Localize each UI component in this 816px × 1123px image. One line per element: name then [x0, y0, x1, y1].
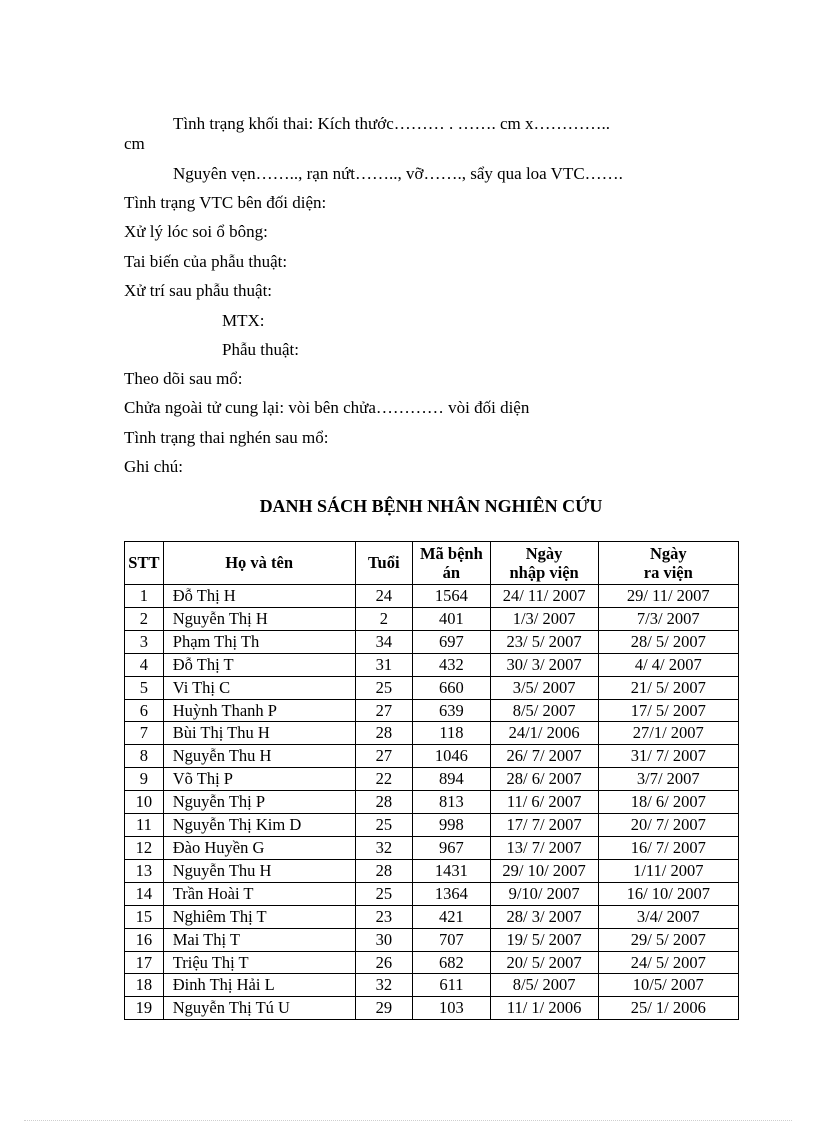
cell-name: Nguyễn Thu H — [163, 859, 355, 882]
form-line-mtx: MTX: — [222, 311, 265, 330]
cell-discharge-date: 4/ 4/ 2007 — [598, 653, 738, 676]
cell-stt: 8 — [125, 745, 164, 768]
cell-record-code: 1564 — [413, 585, 491, 608]
cell-admission-date: 19/ 5/ 2007 — [490, 928, 598, 951]
cell-name: Nguyễn Thị Tú U — [163, 997, 355, 1020]
cell-record-code: 894 — [413, 768, 491, 791]
cell-age: 25 — [355, 676, 413, 699]
form-line-follow-up: Theo dõi sau mổ: — [124, 369, 243, 388]
cell-stt: 12 — [125, 836, 164, 859]
cell-name: Nguyễn Thị P — [163, 791, 355, 814]
cell-discharge-date: 21/ 5/ 2007 — [598, 676, 738, 699]
cell-discharge-date: 16/ 10/ 2007 — [598, 882, 738, 905]
cell-stt: 10 — [125, 791, 164, 814]
cell-admission-date: 11/ 6/ 2007 — [490, 791, 598, 814]
cell-discharge-date: 18/ 6/ 2007 — [598, 791, 738, 814]
table-row — [125, 905, 739, 928]
table-row — [125, 836, 739, 859]
cell-admission-date: 8/5/ 2007 — [490, 974, 598, 997]
form-line-intact-status: Nguyên vẹn…….., rạn nứt…….., vỡ……., sẩy qua loa VTC……. — [173, 164, 623, 183]
header-admission-line1: Ngày — [525, 543, 563, 563]
cell-age: 24 — [355, 585, 413, 608]
cell-admission-date: 28/ 6/ 2007 — [490, 768, 598, 791]
cell-stt: 9 — [125, 768, 164, 791]
cell-record-code: 421 — [413, 905, 491, 928]
header-admission-date — [490, 542, 598, 585]
cell-discharge-date: 1/11/ 2007 — [598, 859, 738, 882]
cell-name: Mai Thị T — [163, 928, 355, 951]
table-row — [125, 859, 739, 882]
header-record-code — [413, 542, 491, 585]
form-line-peritoneal-lavage: Xử lý lóc soi ổ bông: — [124, 222, 268, 241]
cell-name: Bùi Thị Thu H — [163, 722, 355, 745]
cell-age: 22 — [355, 768, 413, 791]
table-header-row — [125, 542, 739, 585]
cell-discharge-date: 16/ 7/ 2007 — [598, 836, 738, 859]
cell-record-code: 432 — [413, 653, 491, 676]
cell-stt: 5 — [125, 676, 164, 699]
table-row — [125, 699, 739, 722]
cell-discharge-date: 17/ 5/ 2007 — [598, 699, 738, 722]
header-stt: STT — [125, 542, 164, 585]
cell-stt: 1 — [125, 585, 164, 608]
cell-name: Đỗ Thị T — [163, 653, 355, 676]
cell-stt: 13 — [125, 859, 164, 882]
header-record-code-line2: án — [442, 563, 461, 582]
cell-discharge-date: 7/3/ 2007 — [598, 607, 738, 630]
table-row — [125, 951, 739, 974]
cell-stt: 19 — [125, 997, 164, 1020]
cell-age: 28 — [355, 722, 413, 745]
cell-record-code: 1364 — [413, 882, 491, 905]
cell-stt: 17 — [125, 951, 164, 974]
cell-record-code: 813 — [413, 791, 491, 814]
cell-record-code: 682 — [413, 951, 491, 974]
cell-age: 32 — [355, 974, 413, 997]
cell-age: 27 — [355, 699, 413, 722]
cell-age: 28 — [355, 859, 413, 882]
cell-admission-date: 26/ 7/ 2007 — [490, 745, 598, 768]
table-row — [125, 814, 739, 837]
form-line-notes: Ghi chú: — [124, 457, 184, 476]
cell-age: 23 — [355, 905, 413, 928]
cell-age: 29 — [355, 997, 413, 1020]
cell-stt: 15 — [125, 905, 164, 928]
table-row — [125, 882, 739, 905]
cell-name: Trần Hoài T — [163, 882, 355, 905]
cell-age: 25 — [355, 882, 413, 905]
cell-admission-date: 13/ 7/ 2007 — [490, 836, 598, 859]
cell-name: Nghiêm Thị T — [163, 905, 355, 928]
cell-admission-date: 17/ 7/ 2007 — [490, 814, 598, 837]
cell-record-code: 611 — [413, 974, 491, 997]
patient-list-title: DANH SÁCH BỆNH NHÂN NGHIÊN CỨU — [259, 496, 603, 516]
form-line-post-op-management: Xử trí sau phẫu thuật: — [124, 281, 273, 300]
cell-name: Đinh Thị Hải L — [163, 974, 355, 997]
cell-age: 2 — [355, 607, 413, 630]
cell-admission-date: 29/ 10/ 2007 — [490, 859, 598, 882]
table-row — [125, 676, 739, 699]
cell-record-code: 118 — [413, 722, 491, 745]
cell-age: 27 — [355, 745, 413, 768]
cell-age: 28 — [355, 791, 413, 814]
cell-age: 32 — [355, 836, 413, 859]
cell-admission-date: 3/5/ 2007 — [490, 676, 598, 699]
form-line-surgical-complications: Tai biến của phẫu thuật: — [124, 252, 288, 271]
cell-name: Võ Thị P — [163, 768, 355, 791]
cell-stt: 4 — [125, 653, 164, 676]
cell-age: 34 — [355, 630, 413, 653]
cell-admission-date: 8/5/ 2007 — [490, 699, 598, 722]
cell-discharge-date: 24/ 5/ 2007 — [598, 951, 738, 974]
form-line-recurrent-ectopic: Chửa ngoài tử cung lại: vòi bên chửa………… vòi đối diện — [124, 398, 530, 417]
cell-record-code: 707 — [413, 928, 491, 951]
page-bottom-rule — [24, 1120, 792, 1121]
cell-record-code: 967 — [413, 836, 491, 859]
header-discharge-line1: Ngày — [649, 543, 687, 563]
cell-record-code: 103 — [413, 997, 491, 1020]
cell-admission-date: 1/3/ 2007 — [490, 607, 598, 630]
cell-stt: 2 — [125, 607, 164, 630]
cell-admission-date: 20/ 5/ 2007 — [490, 951, 598, 974]
cell-age: 26 — [355, 951, 413, 974]
cell-stt: 6 — [125, 699, 164, 722]
table-row — [125, 607, 739, 630]
cell-stt: 3 — [125, 630, 164, 653]
table-row — [125, 630, 739, 653]
header-discharge-date — [598, 542, 738, 585]
cell-name: Triệu Thị T — [163, 951, 355, 974]
cell-discharge-date: 10/5/ 2007 — [598, 974, 738, 997]
cell-name: Đỗ Thị H — [163, 585, 355, 608]
cell-admission-date: 9/10/ 2007 — [490, 882, 598, 905]
cell-stt: 11 — [125, 814, 164, 837]
table-row — [125, 997, 739, 1020]
patient-rows — [125, 585, 739, 1020]
table-row — [125, 928, 739, 951]
cell-discharge-date: 3/7/ 2007 — [598, 768, 738, 791]
cell-name: Nguyễn Thị H — [163, 607, 355, 630]
cell-admission-date: 24/ 11/ 2007 — [490, 585, 598, 608]
header-record-code-line1: Mã bệnh — [419, 543, 483, 563]
form-line-pregnancy-after: Tình trạng thai nghén sau mổ: — [124, 428, 329, 447]
cell-discharge-date: 29/ 11/ 2007 — [598, 585, 738, 608]
cell-record-code: 1046 — [413, 745, 491, 768]
cell-stt: 14 — [125, 882, 164, 905]
cell-admission-date: 28/ 3/ 2007 — [490, 905, 598, 928]
cell-name: Đào Huyền G — [163, 836, 355, 859]
cell-name: Huỳnh Thanh P — [163, 699, 355, 722]
form-line-mass-size-wrap: cm — [124, 134, 145, 153]
cell-record-code: 697 — [413, 630, 491, 653]
cell-discharge-date: 28/ 5/ 2007 — [598, 630, 738, 653]
header-name: Họ và tên — [163, 542, 355, 585]
table-row — [125, 722, 739, 745]
cell-age: 25 — [355, 814, 413, 837]
cell-name: Nguyễn Thu H — [163, 745, 355, 768]
cell-record-code: 401 — [413, 607, 491, 630]
header-admission-line2: nhập viện — [509, 563, 579, 582]
cell-name: Phạm Thị Th — [163, 630, 355, 653]
cell-record-code: 1431 — [413, 859, 491, 882]
cell-discharge-date: 3/4/ 2007 — [598, 905, 738, 928]
cell-stt: 16 — [125, 928, 164, 951]
cell-name: Nguyễn Thị Kim D — [163, 814, 355, 837]
cell-stt: 7 — [125, 722, 164, 745]
table-row — [125, 768, 739, 791]
cell-admission-date: 23/ 5/ 2007 — [490, 630, 598, 653]
cell-discharge-date: 27/1/ 2007 — [598, 722, 738, 745]
form-line-surgery: Phẫu thuật: — [222, 340, 299, 359]
table-row — [125, 974, 739, 997]
cell-discharge-date: 20/ 7/ 2007 — [598, 814, 738, 837]
cell-record-code: 998 — [413, 814, 491, 837]
table-row — [125, 745, 739, 768]
cell-discharge-date: 29/ 5/ 2007 — [598, 928, 738, 951]
cell-record-code: 639 — [413, 699, 491, 722]
cell-age: 30 — [355, 928, 413, 951]
patient-table — [124, 541, 739, 1020]
cell-age: 31 — [355, 653, 413, 676]
header-age: Tuổi — [355, 542, 413, 585]
table-row — [125, 653, 739, 676]
cell-discharge-date: 25/ 1/ 2006 — [598, 997, 738, 1020]
cell-admission-date: 24/1/ 2006 — [490, 722, 598, 745]
table-row — [125, 791, 739, 814]
header-discharge-line2: ra viện — [643, 563, 693, 582]
cell-name: Vi Thị C — [163, 676, 355, 699]
form-line-opposite-tube: Tình trạng VTC bên đối diện: — [124, 193, 327, 212]
cell-record-code: 660 — [413, 676, 491, 699]
cell-admission-date: 11/ 1/ 2006 — [490, 997, 598, 1020]
table-row — [125, 585, 739, 608]
form-line-mass-size: Tình trạng khối thai: Kích thước……… . ……. cm x………….. — [173, 114, 611, 133]
cell-admission-date: 30/ 3/ 2007 — [490, 653, 598, 676]
cell-discharge-date: 31/ 7/ 2007 — [598, 745, 738, 768]
cell-stt: 18 — [125, 974, 164, 997]
